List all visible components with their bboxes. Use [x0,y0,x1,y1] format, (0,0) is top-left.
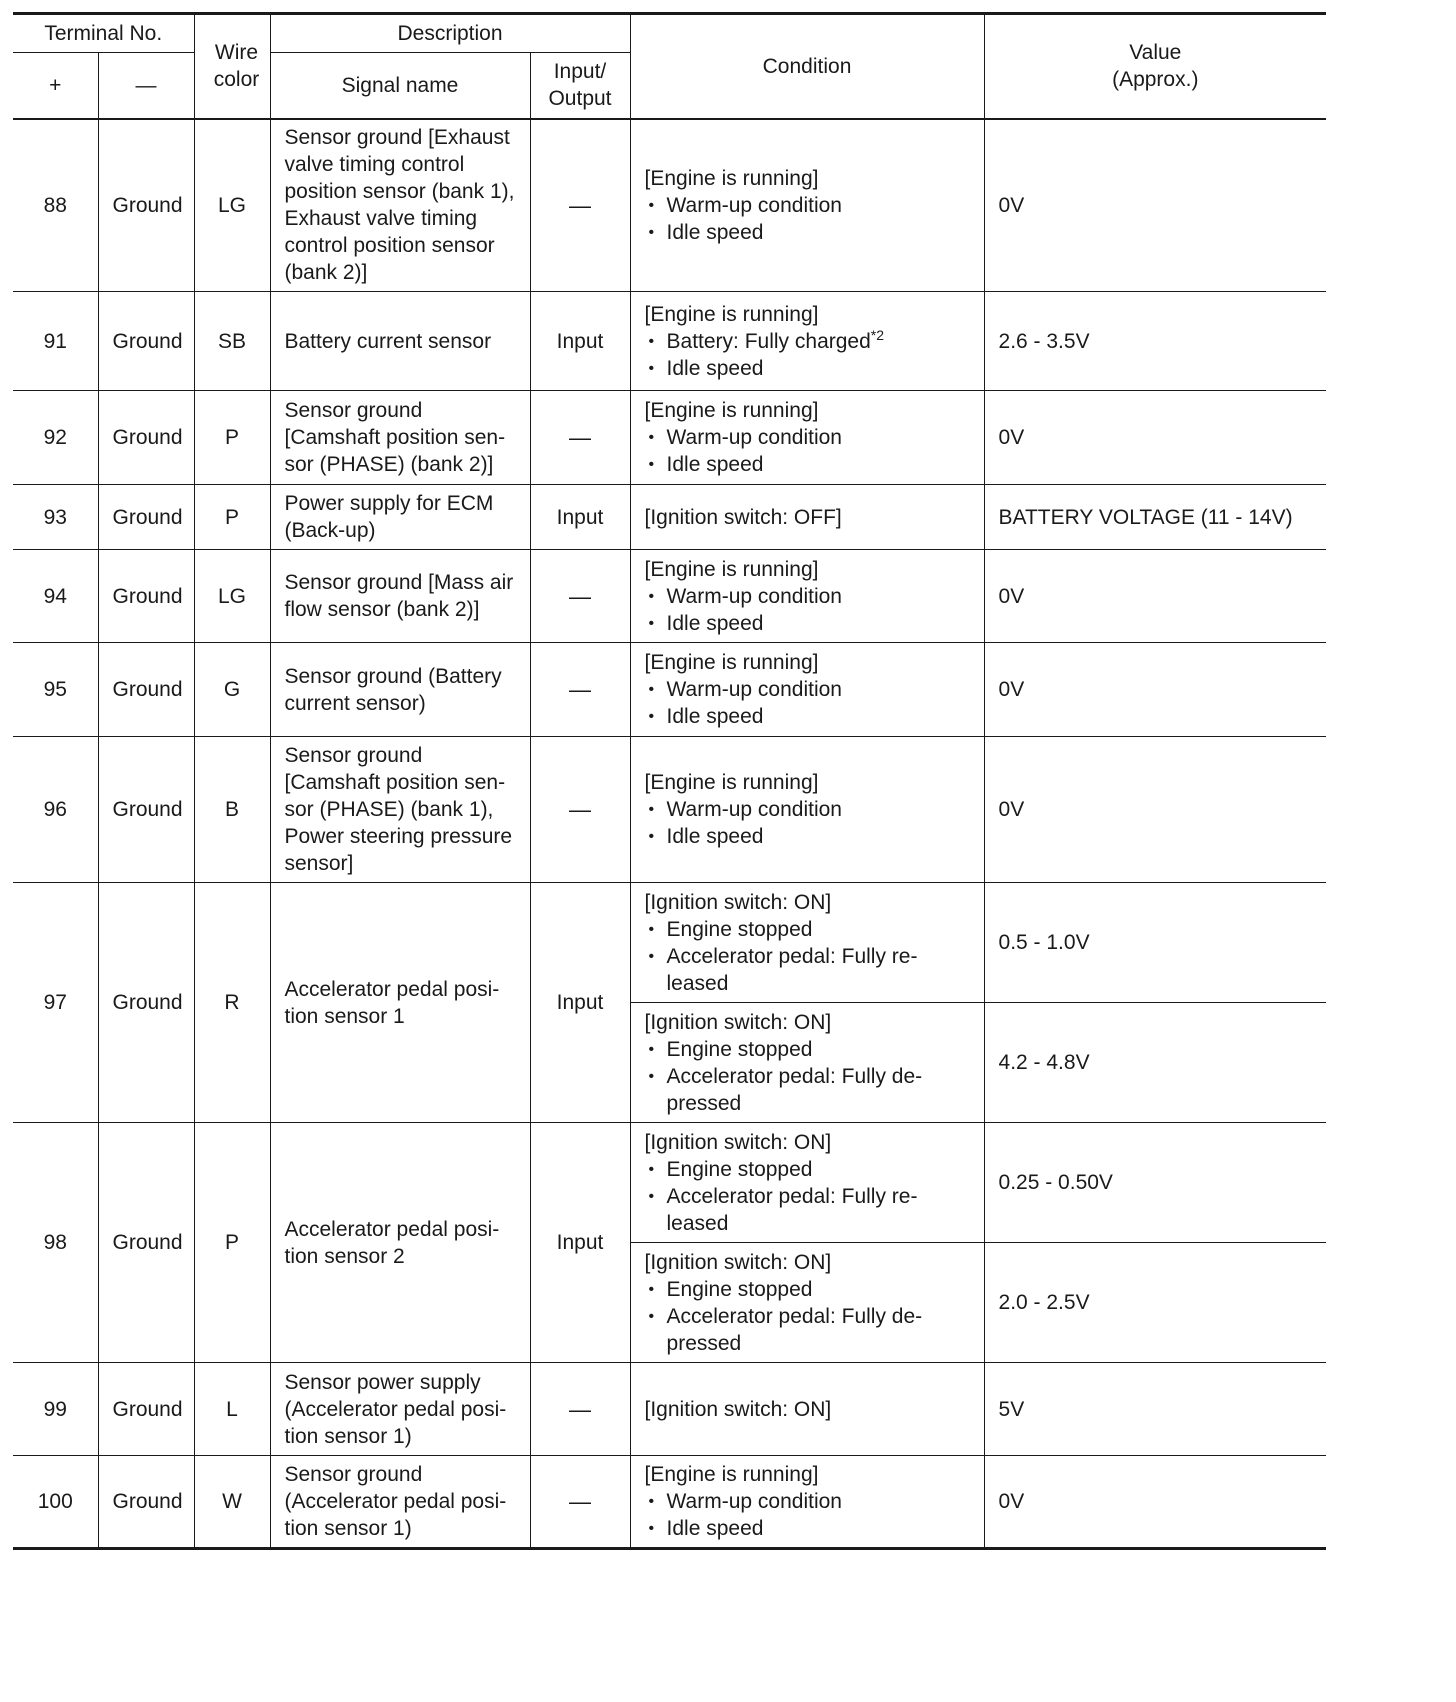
condition-cell [630,292,984,391]
condition-bullet-text: Idle speed [666,825,764,848]
signal-name-cell: Sensor ground [Mass air flow sensor (bank 2)] [270,550,530,643]
terminal-plus-cell: 91 [13,292,98,391]
condition-bullet [645,916,970,943]
value-cell: 4.2 - 4.8V [984,1003,1326,1123]
terminal-no-header: Terminal No. [13,14,194,53]
terminal-plus-cell: 93 [13,485,98,550]
condition-bullet [645,583,970,610]
value-cell: 0V [984,119,1326,292]
description-header: Description [270,14,630,53]
terminal-minus-cell: Ground [98,550,194,643]
signal-name-cell: Sensor power supply (Accelerator pedal posi-tion sensor 1) [270,1363,530,1456]
terminal-minus-cell: Ground [98,883,194,1123]
terminal-minus-cell: Ground [98,643,194,737]
condition-cell [630,391,984,485]
terminal-minus-cell: Ground [98,485,194,550]
condition-cell [630,643,984,737]
condition-bullet-text: Engine stopped [666,1037,813,1061]
signal-name-header: Signal name [270,53,530,119]
signal-name-cell: Sensor ground [Exhaust valve timing control position sensor (bank 1), Exhaust valve timing control position sensor (bank 2)] [270,119,530,292]
condition-state: [Engine is running] [644,1463,819,1486]
condition-bullet-text: Accelerator pedal: Fully de-pressed [666,1064,923,1115]
condition-bullet [645,1036,970,1063]
table-row [13,485,1326,550]
value-cell: BATTERY VOLTAGE (11 - 14V) [984,485,1326,550]
input-output-cell: Input [530,883,630,1123]
condition-bullet-text: Idle speed [666,220,764,244]
value-cell: 0V [984,737,1326,883]
condition-bullet-text: Warm-up condition [666,678,842,701]
condition-bullet-text: Accelerator pedal: Fully re-leased [666,944,918,995]
value-cell: 0V [984,643,1326,737]
condition-bullet-text: Engine stopped [666,1157,813,1181]
signal-name-cell: Accelerator pedal posi-tion sensor 1 [270,883,530,1123]
input-output-cell: Input [530,485,630,550]
terminal-minus-cell: Ground [98,119,194,292]
condition-bullet [645,1515,970,1542]
condition-cell [630,1123,984,1243]
table-body [13,119,1326,1549]
signal-name-cell: Accelerator pedal posi-tion sensor 2 [270,1123,530,1363]
condition-bullets [645,1036,970,1117]
condition-bullet [645,1156,970,1183]
condition-bullet-text: Idle speed [666,705,764,728]
value-cell: 0.25 - 0.50V [984,1123,1326,1243]
condition-bullets [645,192,970,246]
condition-bullet [645,1488,970,1515]
condition-bullet [645,451,970,478]
input-output-cell: — [530,550,630,643]
table-row [13,292,1326,391]
terminal-plus-cell: 99 [13,1363,98,1456]
wire-color-cell: G [194,643,270,737]
condition-bullet-text: Warm-up condition [666,193,842,217]
table-row [13,1456,1326,1549]
condition-bullet [645,1063,970,1117]
condition-cell [630,883,984,1003]
condition-bullets [645,1156,970,1237]
table-row [13,643,1326,737]
condition-state: [Ignition switch: OFF] [644,505,842,529]
condition-bullet-text: Battery: Fully charged [666,329,871,353]
condition-bullet-text: Engine stopped [666,1277,813,1301]
input-output-label: Input/ Output [548,60,612,111]
value-cell: 0V [984,391,1326,485]
terminal-minus-cell: Ground [98,391,194,485]
value-cell: 2.6 - 3.5V [984,292,1326,391]
wire-color-cell: P [194,1123,270,1363]
signal-name-cell: Sensor ground [Camshaft position sen-sor (PHASE) (bank 1), Power steering pressure sensor] [270,737,530,883]
wire-color-cell: W [194,1456,270,1549]
condition-state: [Ignition switch: ON] [644,1130,832,1154]
condition-bullet [645,355,970,382]
signal-name-cell: Sensor ground [Camshaft position sen-sor (PHASE) (bank 2)] [270,391,530,485]
condition-bullet [645,943,970,997]
condition-cell [630,737,984,883]
wire-color-cell: P [194,485,270,550]
signal-name-cell: Sensor ground (Battery current sensor) [270,643,530,737]
condition-bullet [645,328,970,355]
wire-color-cell: LG [194,119,270,292]
table-row [13,1363,1326,1456]
terminal-minus-cell: Ground [98,292,194,391]
wire-color-cell: LG [194,550,270,643]
terminal-plus-cell: 100 [13,1456,98,1549]
condition-bullet [645,1276,970,1303]
wire-color-cell: B [194,737,270,883]
condition-bullet-text: Warm-up condition [666,798,842,821]
condition-state: [Engine is running] [644,651,819,674]
value-cell: 0V [984,1456,1326,1549]
ecm-terminal-table [13,12,1326,1550]
input-output-cell: — [530,391,630,485]
condition-state: [Engine is running] [644,771,819,794]
condition-state: [Ignition switch: ON] [644,1250,832,1274]
condition-bullet-text: Idle speed [666,453,764,476]
condition-cell [630,1243,984,1363]
terminal-plus-cell: 92 [13,391,98,485]
input-output-cell: — [530,643,630,737]
input-output-cell: — [530,1456,630,1549]
value-cell: 0.5 - 1.0V [984,883,1326,1003]
wire-color-header [194,14,270,119]
input-output-cell: — [530,1363,630,1456]
wire-color-label: Wire color [213,41,260,92]
condition-bullet-text: Idle speed [666,611,764,635]
condition-bullet [645,823,970,850]
input-output-cell: — [530,737,630,883]
condition-bullets [645,424,970,478]
input-output-cell: Input [530,1123,630,1363]
table-header [13,14,1326,119]
condition-bullets [645,916,970,997]
terminal-plus-cell: 98 [13,1123,98,1363]
condition-bullet [645,424,970,451]
wire-color-cell: SB [194,292,270,391]
condition-bullet [645,1183,970,1237]
condition-bullet [645,676,970,703]
input-output-cell: Input [530,292,630,391]
table-row [13,119,1326,292]
terminal-minus-cell: Ground [98,1123,194,1363]
condition-cell [630,119,984,292]
wire-color-cell: P [194,391,270,485]
value-cell: 5V [984,1363,1326,1456]
terminal-plus-cell: 88 [13,119,98,292]
wire-color-cell: L [194,1363,270,1456]
condition-bullet [645,796,970,823]
condition-header: Condition [630,14,984,119]
footnote-marker: *2 [870,326,885,343]
condition-bullet-text: Engine stopped [666,917,813,941]
condition-bullets [645,1488,970,1542]
condition-cell [630,1456,984,1549]
table-row [13,737,1326,883]
condition-state: [Ignition switch: ON] [644,890,832,914]
condition-bullet [645,610,970,637]
condition-bullet-text: Accelerator pedal: Fully de-pressed [666,1304,923,1355]
table-row [13,1123,1326,1243]
condition-bullets [645,1276,970,1357]
condition-bullet-text: Warm-up condition [666,584,842,608]
condition-bullet-text: Warm-up condition [666,1490,842,1513]
signal-name-cell: Sensor ground (Accelerator pedal posi-tion sensor 1) [270,1456,530,1549]
minus-header: — [98,53,194,119]
condition-bullet-text: Idle speed [666,1517,764,1540]
condition-state: [Engine is running] [644,302,819,326]
condition-state: [Engine is running] [644,399,819,422]
wire-color-cell: R [194,883,270,1123]
signal-name-cell: Power supply for ECM (Back-up) [270,485,530,550]
condition-bullets [645,796,970,850]
terminal-minus-cell: Ground [98,1456,194,1549]
condition-bullet [645,703,970,730]
terminal-minus-cell: Ground [98,737,194,883]
condition-state: [Ignition switch: ON] [644,1010,832,1034]
condition-bullet-text: Idle speed [666,356,764,380]
table-row [13,391,1326,485]
terminal-plus-cell: 96 [13,737,98,883]
condition-cell [630,1363,984,1456]
terminal-plus-cell: 97 [13,883,98,1123]
value-label: Value (Approx.) [1112,41,1199,92]
table-row [13,883,1326,1003]
condition-state: [Ignition switch: ON] [644,1397,832,1421]
table-row [13,550,1326,643]
condition-bullet [645,1303,970,1357]
terminal-plus-cell: 95 [13,643,98,737]
value-header [984,14,1326,119]
condition-state: [Engine is running] [644,557,819,581]
condition-cell [630,485,984,550]
condition-bullets [645,328,970,382]
input-output-cell: — [530,119,630,292]
condition-cell [630,1003,984,1123]
value-cell: 0V [984,550,1326,643]
condition-state: [Engine is running] [644,166,819,190]
plus-header: + [13,53,98,119]
signal-name-cell: Battery current sensor [270,292,530,391]
value-cell: 2.0 - 2.5V [984,1243,1326,1363]
condition-bullet-text: Accelerator pedal: Fully re-leased [666,1184,918,1235]
terminal-plus-cell: 94 [13,550,98,643]
condition-bullet [645,219,970,246]
condition-bullets [645,583,970,637]
input-output-header [530,53,630,119]
condition-cell [630,550,984,643]
condition-bullet [645,192,970,219]
condition-bullet-text: Warm-up condition [666,426,842,449]
terminal-minus-cell: Ground [98,1363,194,1456]
condition-bullets [645,676,970,730]
